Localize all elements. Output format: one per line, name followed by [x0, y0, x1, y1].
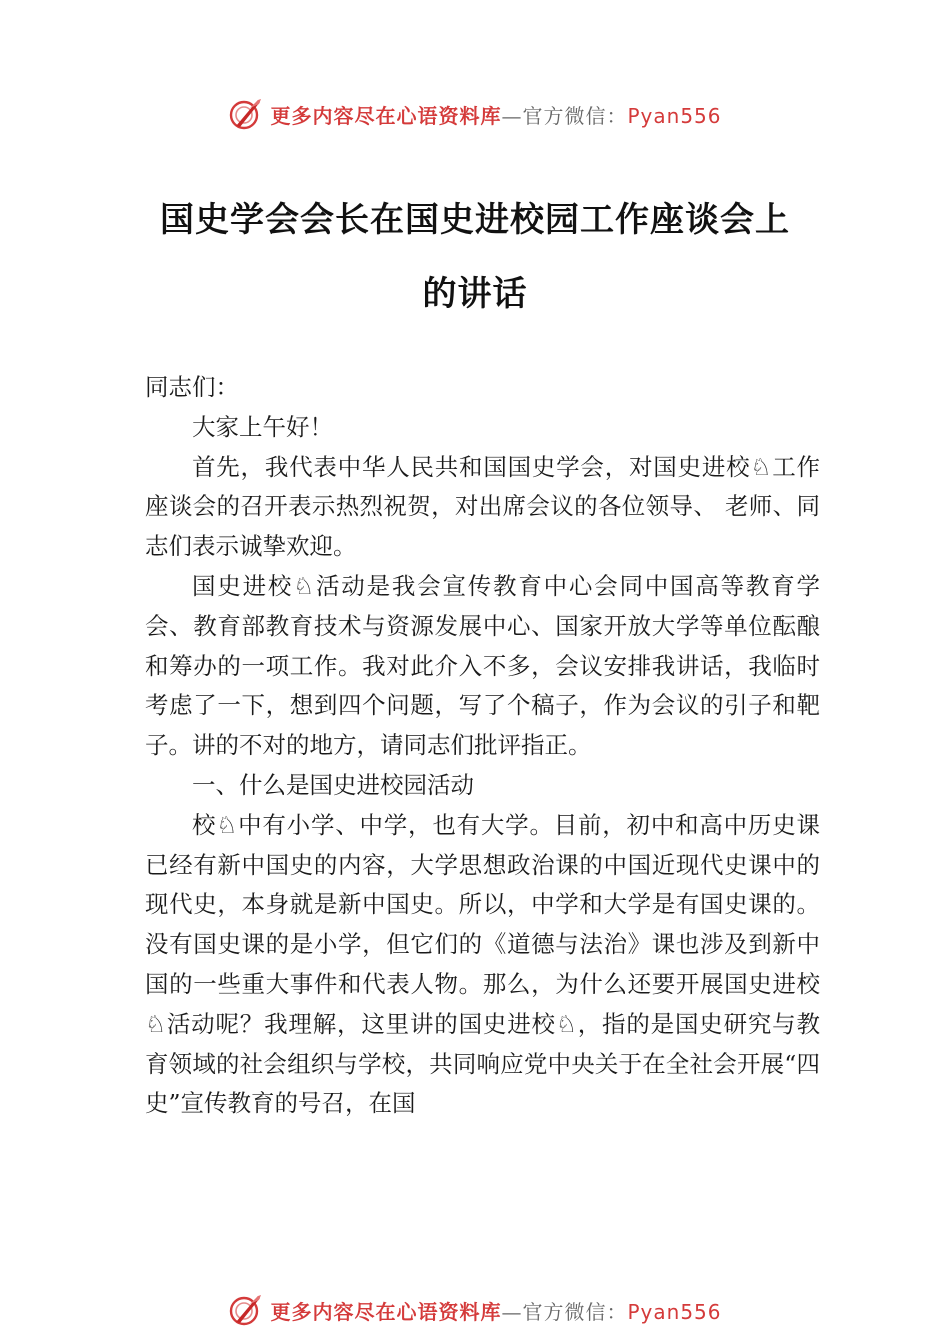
footer-watermark-banner — [0, 1290, 950, 1330]
paragraph: 校♘中有小学、中学，也有大学。目前，初中和高中历史课已经有新中国史的内容，大学思想政治课的中国近现代史课中的现代史，本身就是新中国史。所以，中学和大学是有国史课的。没有国史课的是小学，但它们的《道德与法治》课也涉及到新中国的一些重大事件和代表人物。那么，为什么还要开展国史进校♘活动呢？我理解，这里讲的国史进校♘，指的是国史研究与教育领域的社会组织与学校，共同响应党中央关于在全社会开展“四史”宣传教育的号召，在国 — [145, 810, 820, 1118]
paragraph: 国史进校♘活动是我会宣传教育中心会同中国高等教育学会、教育部教育技术与资源发展中心、国家开放大学等单位酝酿和筹办的一项工作。我对此介入不多，会议安排我讲话，我临时考虑了一下，想到四个问题，写了个稿子，作为会议的引子和靶子。讲的不对的地方，请同志们批评指正。 — [145, 571, 820, 760]
document-title-line-1: 国史学会会长在国史进校园工作座谈会上 — [160, 200, 790, 240]
paragraph: 大家上午好！ — [192, 412, 333, 441]
watermark-wechat-label: —官方微信： — [501, 103, 628, 128]
watermark-library-name: 更多内容尽在心语资料库 — [270, 103, 502, 128]
paragraph: 首先，我代表中华人民共和国国史学会，对国史进校♘工作座谈会的召开表示热烈祝贺，对出席会议的各位领导、 老师、同志们表示诚挚欢迎。 — [145, 452, 820, 561]
document-body — [145, 368, 820, 1124]
document-title-line-2: 的讲话 — [422, 274, 528, 314]
quill-logo-icon — [228, 96, 264, 132]
watermark-wechat-id: Pyan556 — [627, 1299, 722, 1324]
header-watermark-banner — [0, 94, 950, 134]
quill-logo-icon — [228, 1292, 264, 1328]
watermark-text — [270, 100, 721, 129]
watermark-text — [270, 1296, 721, 1325]
watermark-library-name: 更多内容尽在心语资料库 — [270, 1299, 502, 1324]
section-heading: 一、什么是国史进校园活动 — [192, 770, 474, 799]
greeting: 同志们： — [145, 373, 239, 401]
watermark-wechat-id: Pyan556 — [627, 103, 722, 128]
watermark-wechat-label: —官方微信： — [501, 1299, 628, 1324]
